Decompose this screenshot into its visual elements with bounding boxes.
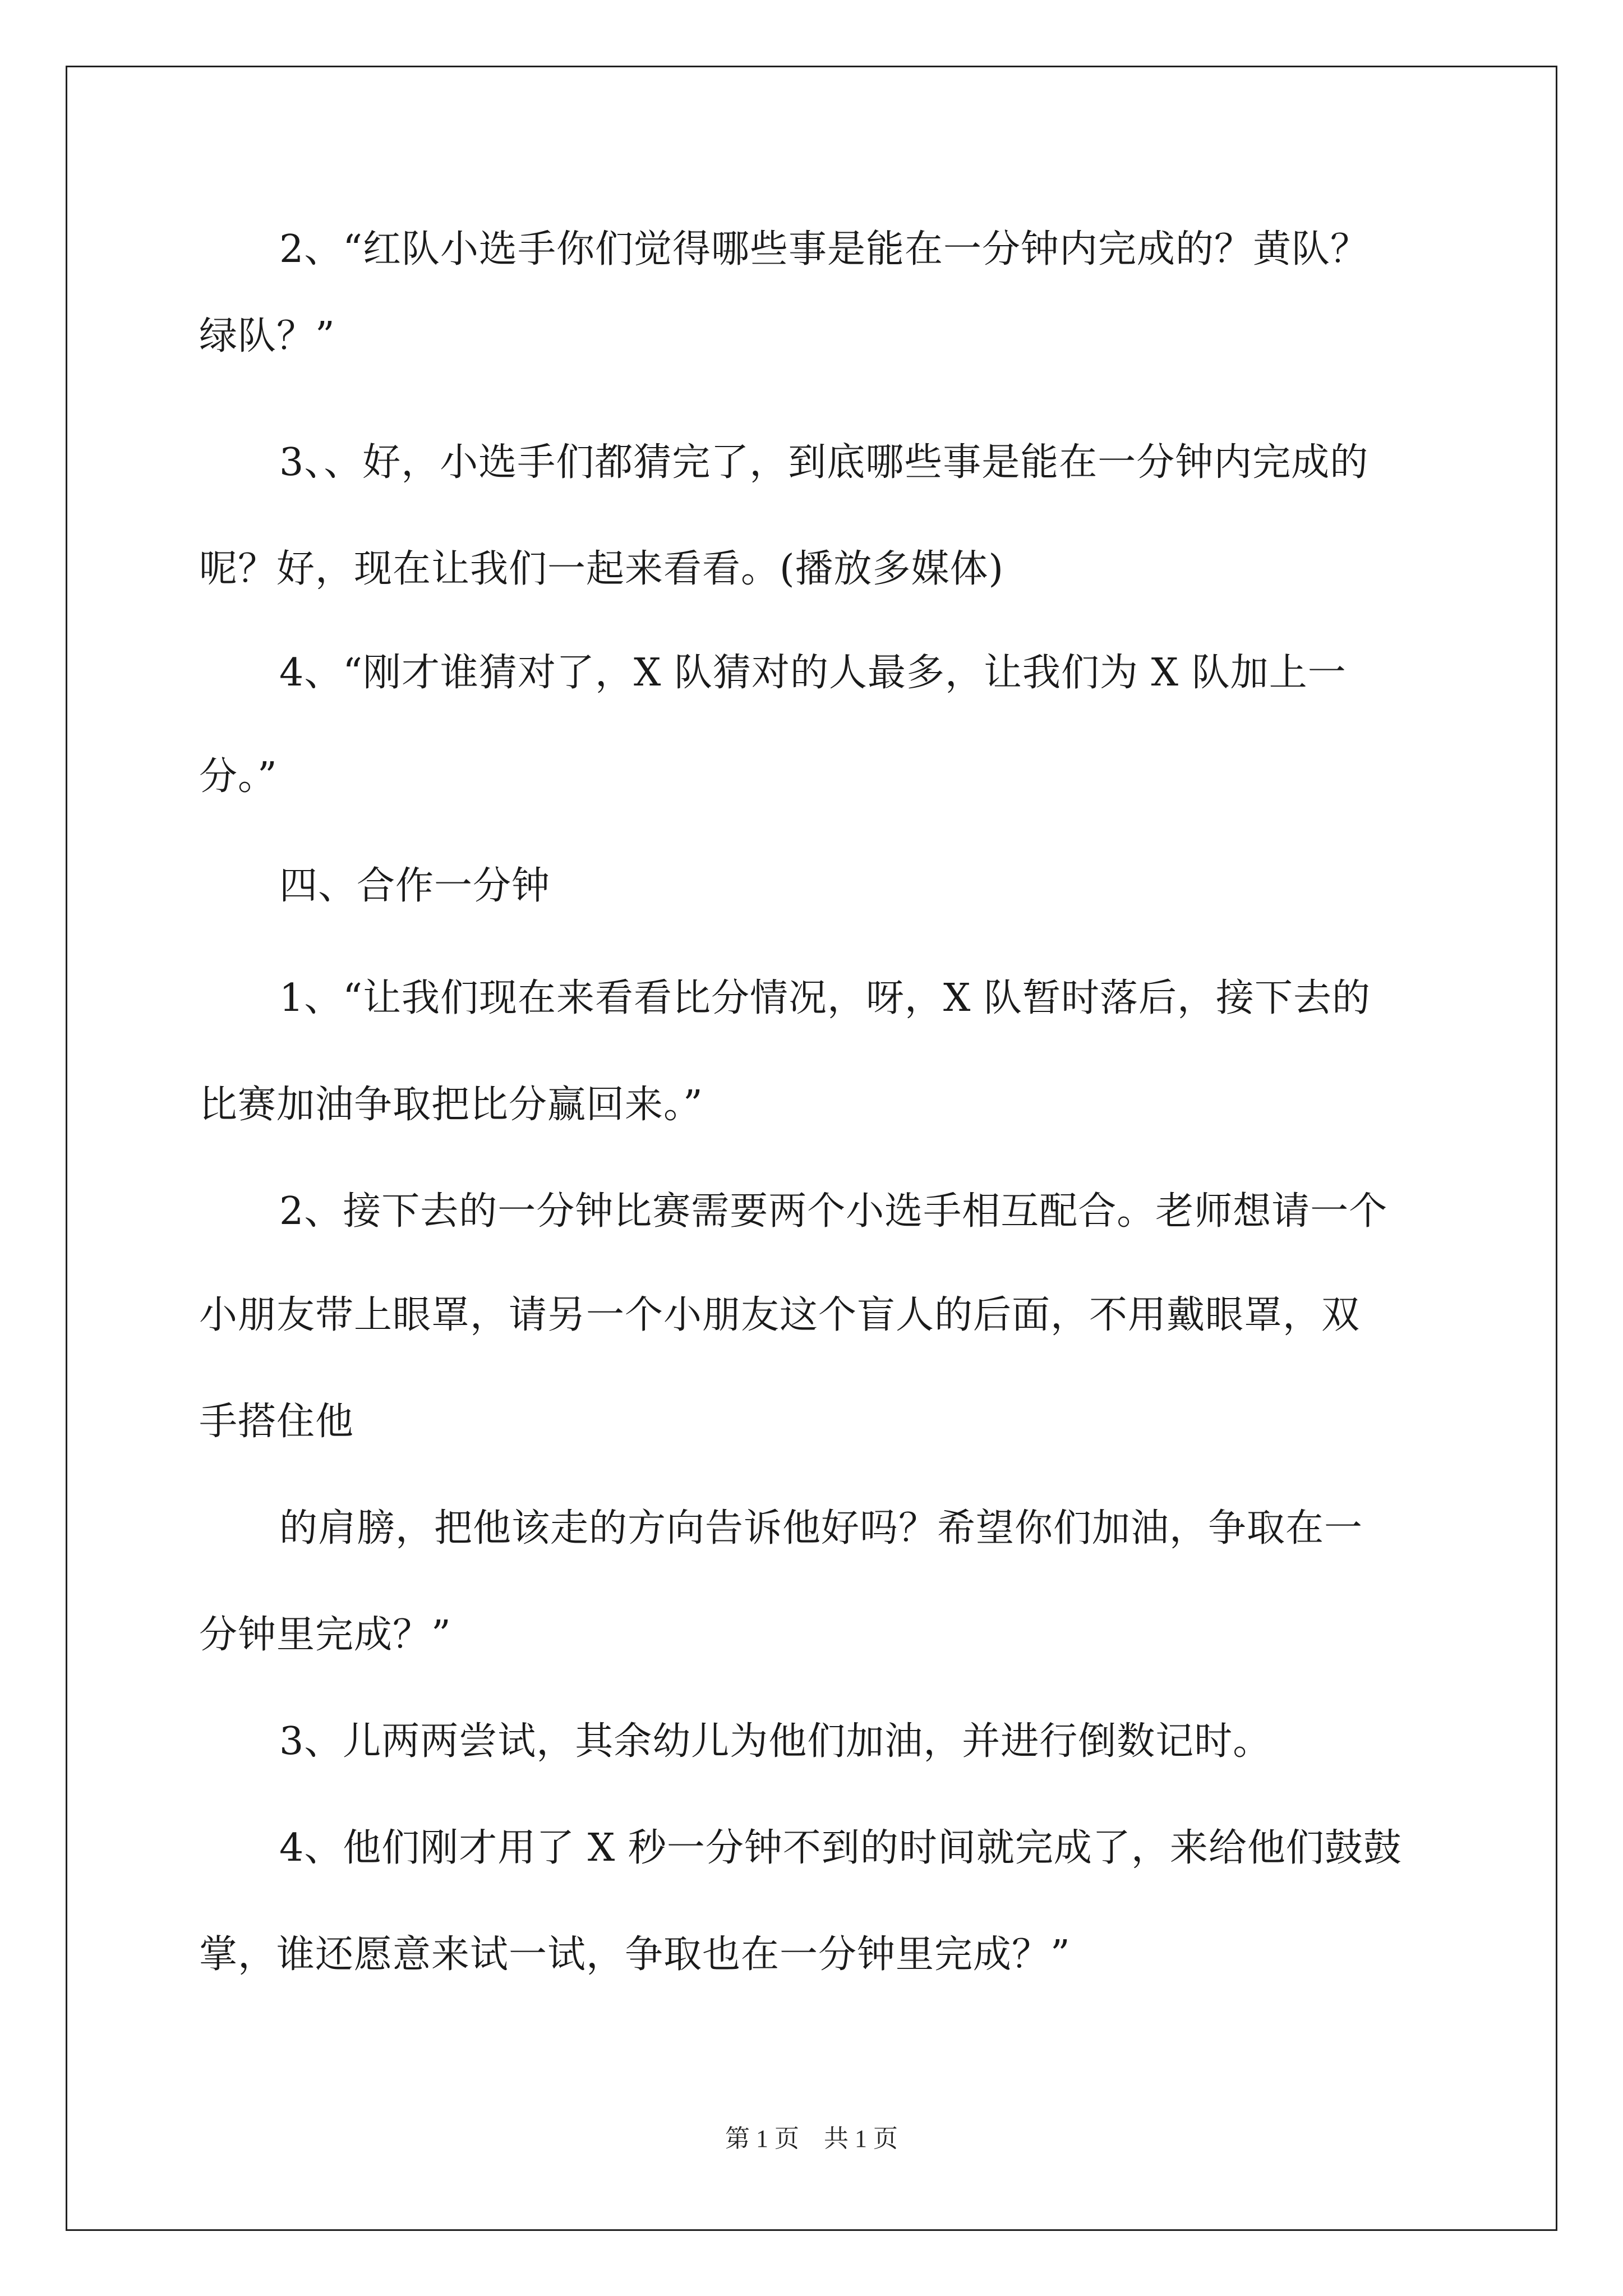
paragraph-line: 2、接下去的一分钟比赛需要两个小选手相互配合。老师想请一个 <box>279 1189 1388 1234</box>
page-border <box>66 66 1557 2231</box>
section-heading: 四、合作一分钟 <box>279 864 551 908</box>
paragraph-line: 分钟里完成？” <box>199 1613 451 1657</box>
paragraph-line: 分。” <box>199 754 278 799</box>
page-number: 第 1 页 共 1 页 <box>725 2125 898 2152</box>
paragraph-line: 手搭住他 <box>199 1400 354 1444</box>
paragraph-line: 4、他们刚才用了 X 秒一分钟不到的时间就完成了，来给他们鼓鼓 <box>279 1826 1402 1870</box>
paragraph-line: 比赛加油争取把比分赢回来。” <box>199 1083 703 1127</box>
paragraph-line: 小朋友带上眼罩，请另一个小朋友这个盲人的后面，不用戴眼罩，双 <box>199 1293 1361 1337</box>
paragraph-line: 4、“刚才谁猜对了，X 队猜对的人最多，让我们为 X 队加上一 <box>279 651 1347 695</box>
paragraph-line: 3、儿两两尝试，其余幼儿为他们加油，并进行倒数记时。 <box>279 1719 1272 1764</box>
paragraph-line: 掌，谁还愿意来试一试，争取也在一分钟里完成？” <box>199 1932 1071 1977</box>
paragraph-line: 呢？好，现在让我们一起来看看。(播放多媒体) <box>199 547 1004 591</box>
paragraph-line: 2、“红队小选手你们觉得哪些事是能在一分钟内完成的？黄队？ <box>279 227 1370 272</box>
paragraph-line: 3、、好，小选手们都猜完了，到底哪些事是能在一分钟内完成的 <box>279 440 1369 485</box>
paragraph-line: 的肩膀，把他该走的方向告诉他好吗？希望你们加油，争取在一 <box>279 1506 1363 1550</box>
paragraph-line: 绿队？” <box>199 314 335 358</box>
paragraph-line: 1、“让我们现在来看看比分情况，呀，X 队暂时落后，接下去的 <box>279 976 1371 1020</box>
